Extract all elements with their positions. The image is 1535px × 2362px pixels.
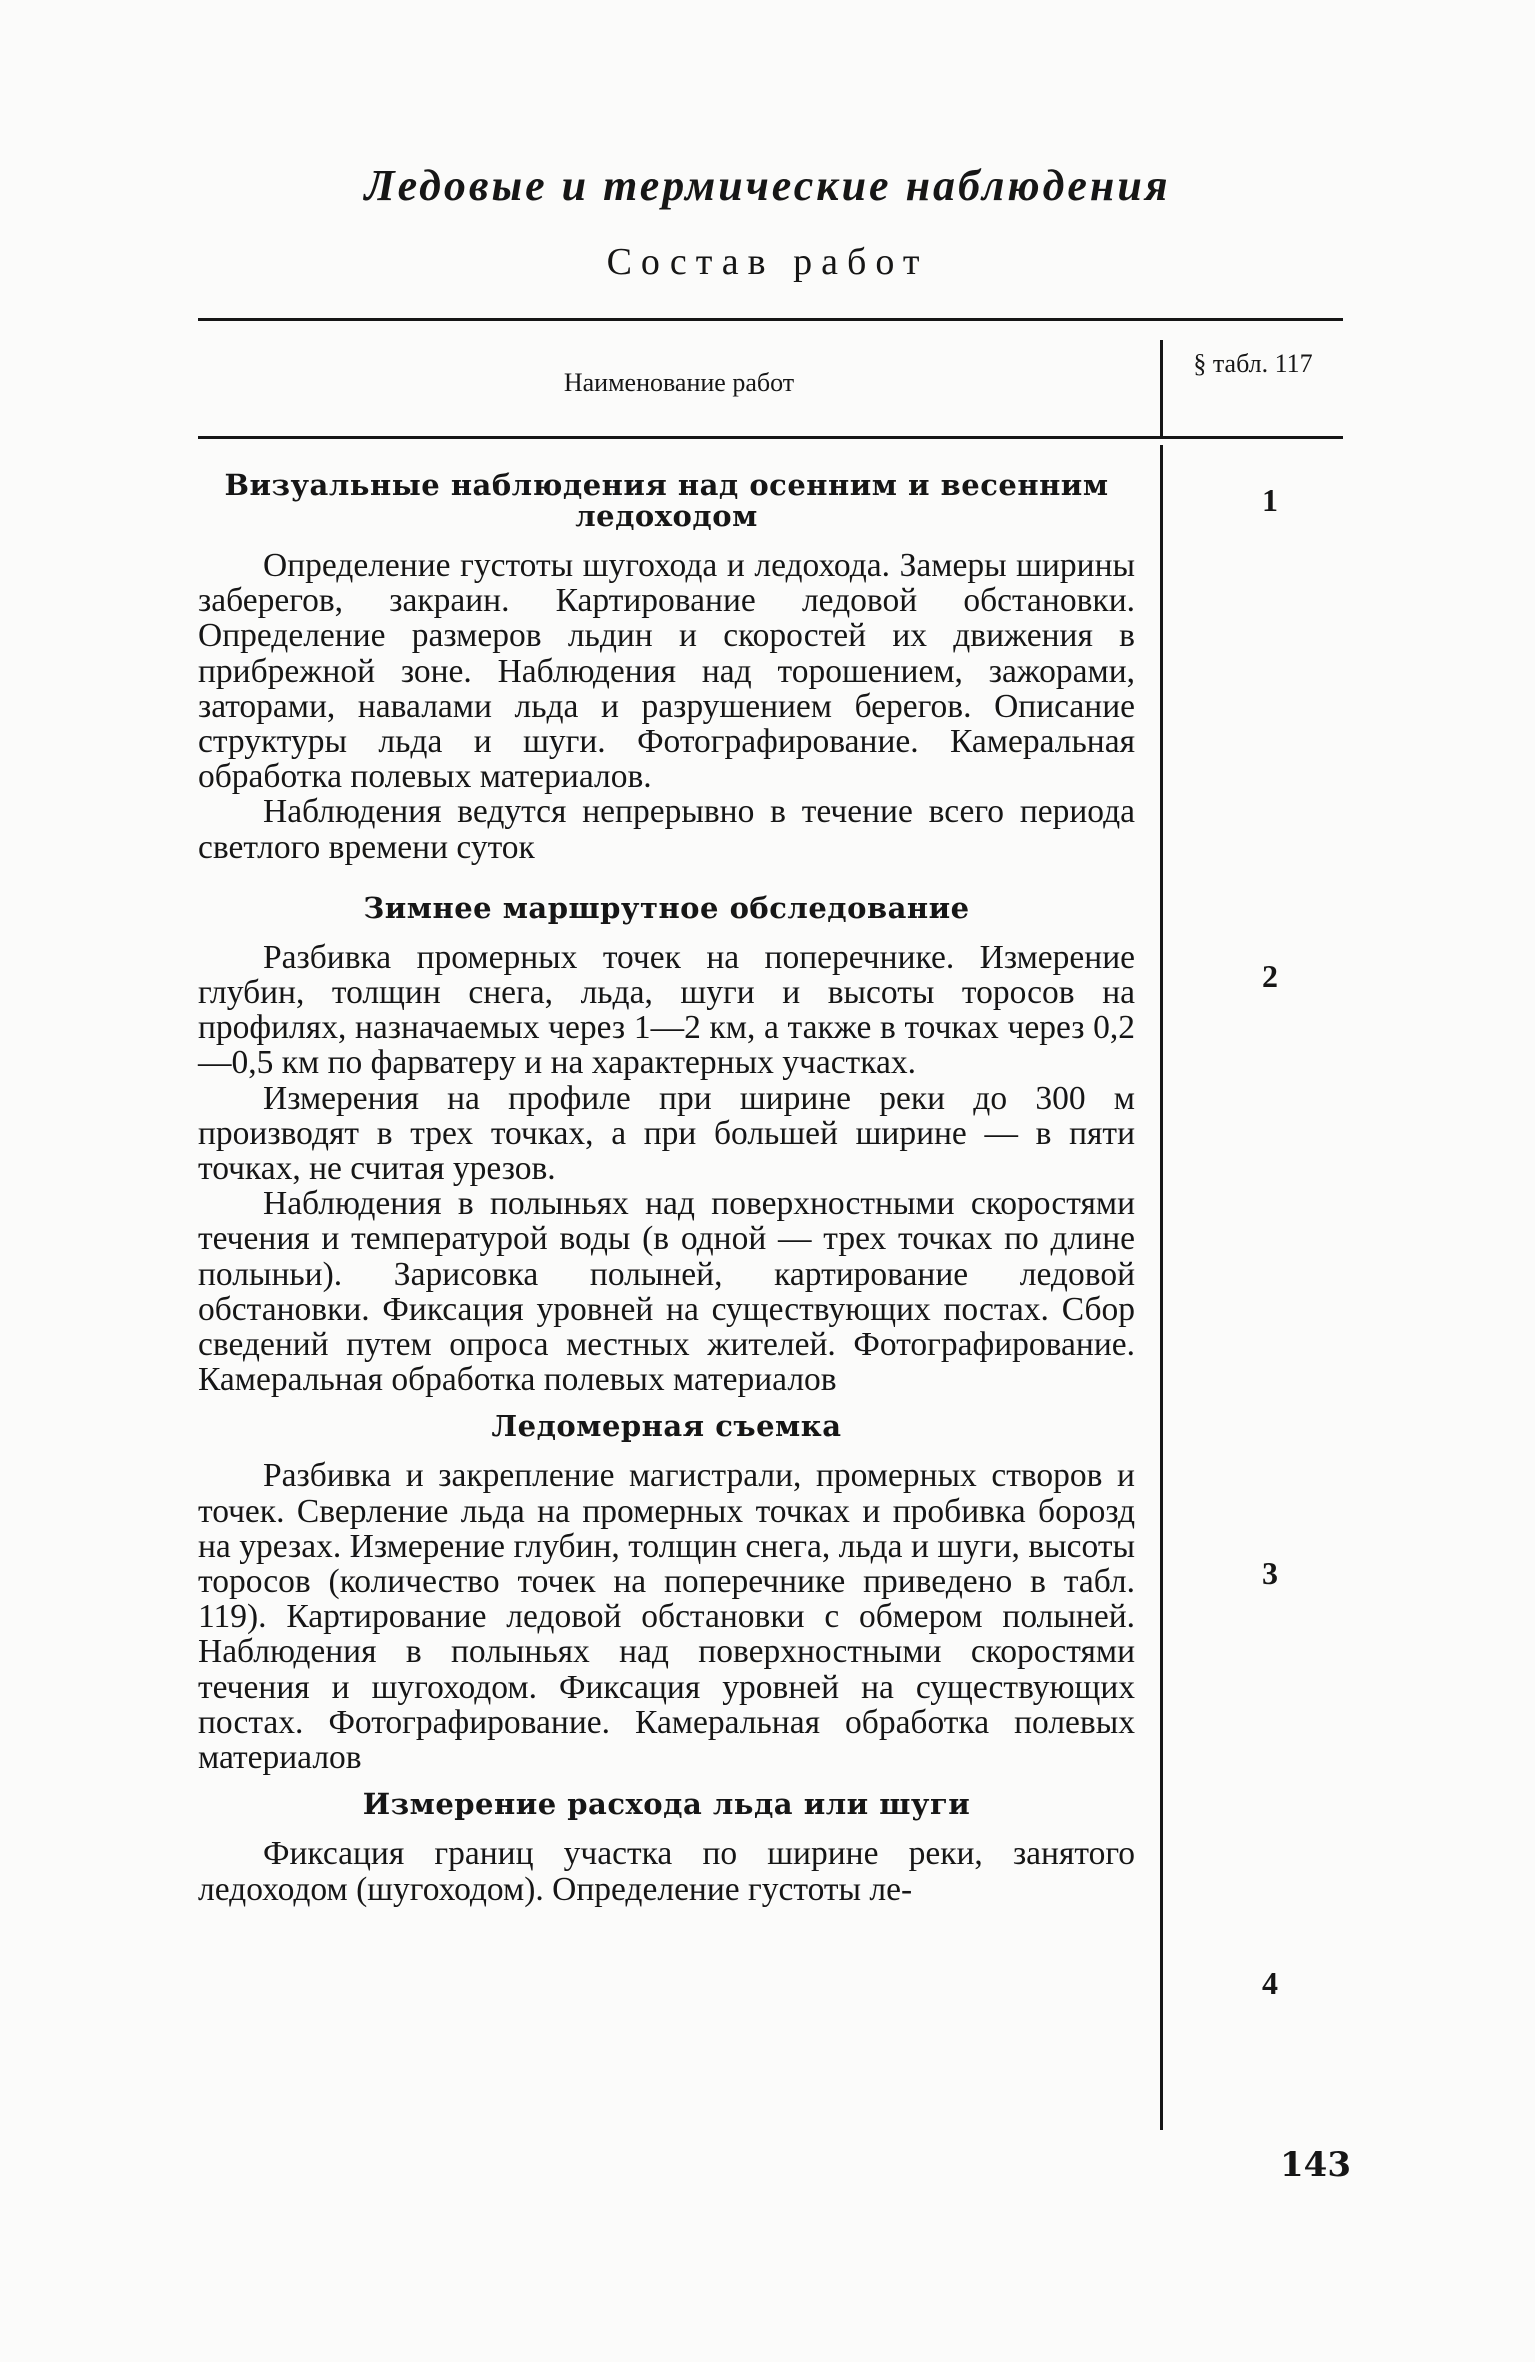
section-paragraph: Разбивка и закрепление магистрали, промерных створов и точек. Сверление льда на промерных точках и пробивка борозд на урезах. Измерение глубин, толщин снега, льда и шуги, высоты торосов (количество точек на поперечнике приведено в табл. 119). Картирование ледовой обстановки с обмером полыней. Наблюдения в полыньях над поверхностными скоростями течения и шугоходом. Фиксация уровней на существующих постах. Фотографирование. Камеральная обработка полевых материалов <box>198 1457 1135 1777</box>
page-number: 143 <box>1280 2145 1351 2185</box>
section-heading: Зимнее маршрутное обследование <box>363 890 970 925</box>
section-ice-survey <box>198 1411 1135 1775</box>
table-header-rule <box>198 436 1343 439</box>
table-top-rule <box>198 318 1343 321</box>
section-paragraph: Наблюдения ведутся непрерывно в течение всего периода светлого времени суток <box>198 793 1135 866</box>
section-paragraph: Наблюдения в полыньях над поверхностными скоростями течения и температурой воды (в одной — трех точках по длине полыньи). Зарисовка полыней, картирование ледовой обстановки. Фиксация уровней на существующих постах. Сбор сведений путем опроса местных жителей. Фотографирование. Камеральная обработка полевых материалов <box>198 1185 1135 1399</box>
section-ref-3: 3 <box>1262 1555 1278 1591</box>
table-body <box>198 470 1135 1907</box>
column-divider-body <box>1160 445 1163 2130</box>
section-heading: Визуальные наблюдения над осенним и весенним ледоходом <box>224 468 1109 533</box>
column-header-name: Наименование работ <box>563 368 795 397</box>
section-winter-route-survey <box>198 890 1135 1399</box>
page-subtitle: Состав работ <box>606 241 929 283</box>
section-heading: Ледомерная съемка <box>491 1409 842 1444</box>
section-ice-discharge <box>198 1789 1135 1906</box>
section-ref-4: 4 <box>1262 1965 1278 2001</box>
section-paragraph: Определение густоты шугохода и ледохода. Замеры ширины заберегов, закраин. Картирование ледовой обстановки. Определение размеров льдин и скоростей их движения в прибрежной зоне. Наблюдения над торошением, зажорами, заторами, навалами льда и разрушением берегов. Описание структуры льда и шуги. Фотографирование. Камеральная обработка полевых материалов. <box>198 547 1135 796</box>
section-ref-2: 2 <box>1262 958 1278 994</box>
section-paragraph: Фиксация границ участка по ширине реки, занятого ледоходом (шугоходом). Определение густоты ле- <box>198 1835 1135 1908</box>
section-ref-1: 1 <box>1262 482 1278 518</box>
column-header-ref: § табл. 117 <box>1193 349 1313 378</box>
section-heading: Измерение расхода льда или шуги <box>362 1787 971 1822</box>
section-visual-observations <box>198 470 1135 865</box>
page-title: Ледовые и термические наблюдения <box>364 161 1171 210</box>
section-paragraph: Разбивка промерных точек на поперечнике. Измерение глубин, толщин снега, льда, шуги и высоты торосов на профилях, назначаемых через 1—2 км, а также в точках через 0,2—0,5 км по фарватеру и на характерных участках. <box>198 938 1135 1082</box>
section-paragraph: Измерения на профиле при ширине реки до 300 м производят в трех точках, а при большей ширине — в пяти точках, не считая урезов. <box>198 1079 1135 1188</box>
